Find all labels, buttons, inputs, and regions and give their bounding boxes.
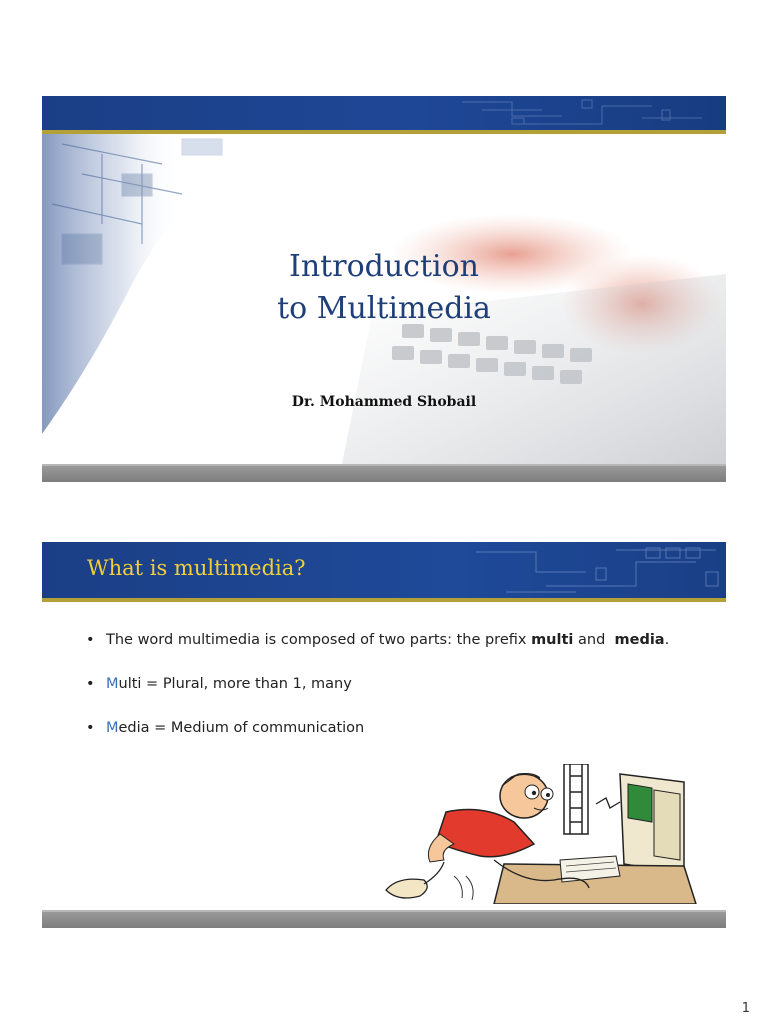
list-item — [86, 718, 676, 738]
content-slide — [42, 542, 726, 928]
bottom-footer-band — [42, 464, 726, 482]
bullet-text: and — [573, 632, 615, 648]
bullet-list — [86, 630, 676, 762]
accent-letter: M — [106, 720, 119, 736]
title-slide — [42, 96, 726, 482]
slide-title: What is multimedia? — [87, 556, 306, 580]
title-line-2: to Multimedia — [277, 291, 491, 326]
slide-header-band — [42, 542, 726, 602]
bullet-text: edia = Medium of communication — [118, 720, 365, 736]
top-header-band — [42, 96, 726, 134]
list-item — [86, 630, 676, 650]
page-number: 1 — [741, 1001, 750, 1016]
bold-term-media: media — [614, 632, 665, 648]
presentation-title — [42, 246, 726, 330]
author-name: Dr. Mohammed Shobail — [291, 394, 477, 410]
list-item — [86, 674, 676, 694]
bullet-text: The word multimedia is composed of two parts: the prefix — [106, 632, 532, 648]
bottom-footer-band — [42, 910, 726, 928]
bold-term-multi: multi — [531, 632, 574, 648]
title-line-1: Introduction — [289, 249, 479, 284]
bullet-text: . — [664, 632, 670, 648]
circuit-pattern — [42, 96, 726, 130]
cartoon-man-at-computer-illustration — [384, 764, 704, 904]
bullet-text: ulti = Plural, more than 1, many — [118, 676, 352, 692]
accent-letter: M — [106, 676, 119, 692]
circuit-pattern — [466, 542, 726, 598]
